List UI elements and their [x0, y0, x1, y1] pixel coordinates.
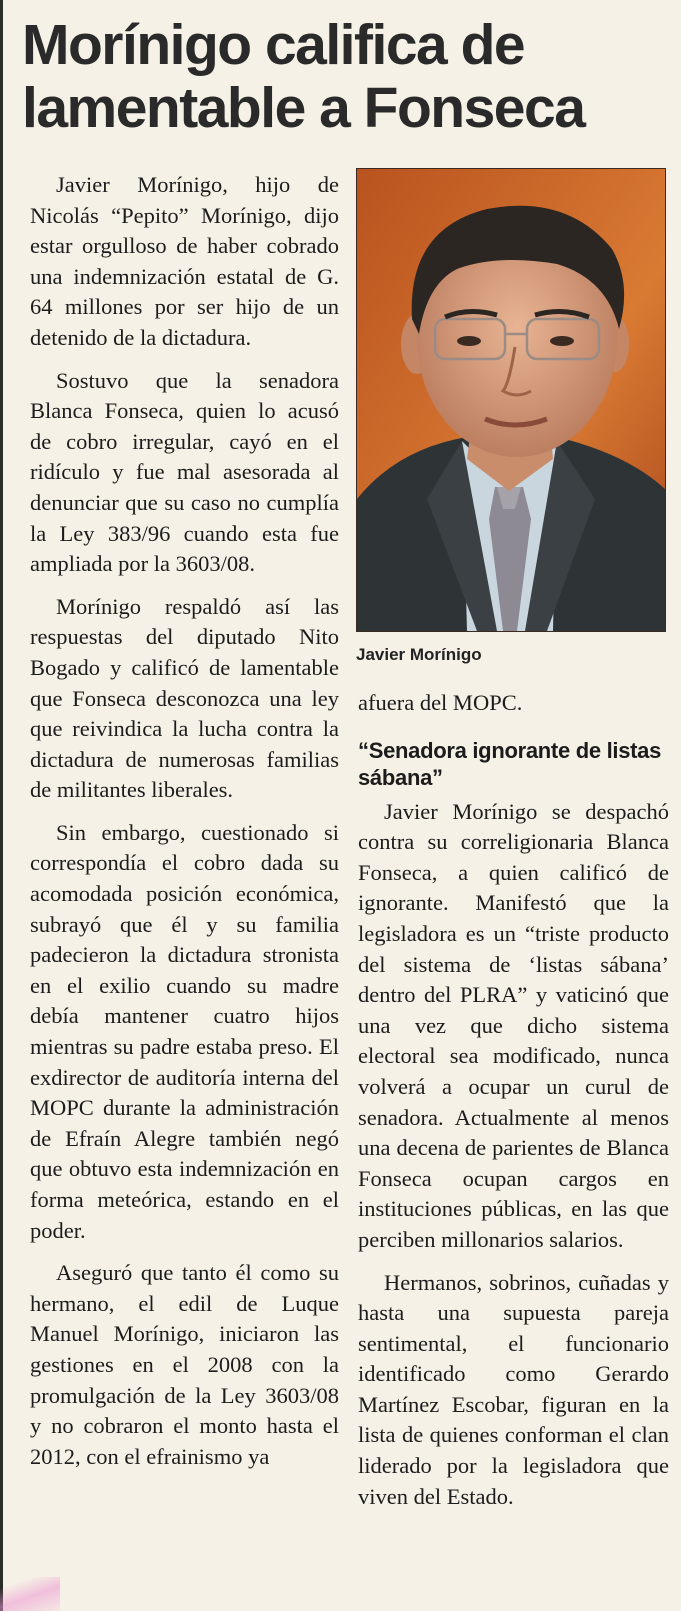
- paragraph: Aseguró que tanto él como su hermano, el edil de Luque Manuel Morínigo, iniciaron las gestiones en el 2008 con la promulgación de la Ley 3603/08 y no cobraron el monto hasta el 2012, con el efrainismo ya: [30, 1260, 339, 1469]
- paragraph-continuation: afuera del MOPC.: [358, 690, 523, 715]
- paragraph: Morínigo respaldó así las respuestas del diputado Nito Bogado y calificó de lamentable que Fonseca desconozca una ley que reivindica la lucha contra la dictadura de numerosas familias de militantes liberales.: [30, 593, 339, 803]
- subheading: “Senadora ignorante de listas sábana”: [358, 737, 662, 790]
- highlighter-mark: [0, 1577, 60, 1611]
- paragraph: Sostuvo que la senadora Blanca Fonseca, quien lo acusó de cobro irregular, cayó en el ridículo y fue mal asesorada al denunciar que su caso no cumplía la Ley 383/96 cuando esta fue ampliada por la 3603/08.: [30, 367, 339, 577]
- column-rule: [0, 0, 3, 1611]
- paragraph: Sin embargo, cuestionado si correspondía el cobro dada su acomodada posición económica, subrayó que él y su familia padecieron la dictadura stronista en el exilio cuando su madre debía mantener cuatro hijos mientras su padre estaba preso. El exdirector de auditoría interna del MOPC durante la administración de Efraín Alegre también negó que obtuvo esta indemnización en forma meteórica, estando en el poder.: [30, 819, 339, 1243]
- paragraph: Javier Morínigo, hijo de Nicolás “Pepito” Morínigo, dijo estar orgulloso de haber cobrado una indemnización estatal de G. 64 millones por ser hijo de un detenido de la dictadura.: [30, 172, 339, 350]
- paragraph: Javier Morínigo se despachó contra su correligionaria Blanca Fonseca, a quien calificó de ignorante. Manifestó que la legisladora es un “triste producto del sistema de ‘listas sábana’ dentro del PLRA” y vaticinó que una vez que dicho sistema electoral sea modificado, nunca volverá a ocupar un curul de senadora. Actualmente al menos una decena de parientes de Blanca Fonseca ocupan cargos en instituciones públicas, en las que perciben millonarios salarios.: [358, 798, 669, 1252]
- paragraph: Hermanos, sobrinos, cuñadas y hasta una supuesta pareja sentimental, el funcionario identificado como Gerardo Martínez Escobar, figuran en la lista de quienes conforman el clan liderado por la legisladora que viven del Estado.: [358, 1269, 669, 1509]
- left-column: [30, 170, 339, 1605]
- right-column: [358, 688, 669, 1608]
- portrait-photo: [356, 168, 666, 632]
- photo-caption: Javier Morínigo: [356, 645, 482, 664]
- headline: Morínigo califica de lamentable a Fonseca: [22, 13, 585, 140]
